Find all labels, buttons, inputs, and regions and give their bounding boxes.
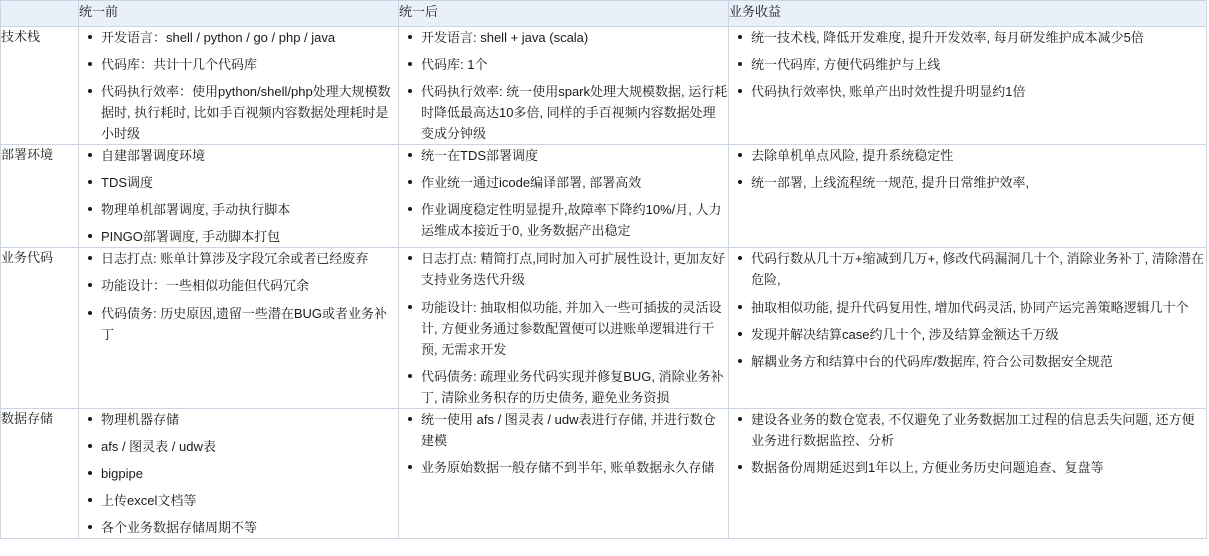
list-item: 开发语言：shell / python / go / php / java xyxy=(79,27,398,48)
list-item: 物理单机部署调度, 手动执行脚本 xyxy=(79,199,398,220)
bullet-list xyxy=(399,409,728,478)
list-item: 统一代码库, 方便代码维护与上线 xyxy=(729,54,1206,75)
list-item: 代码执行效率快, 账单产出时效性提升明显约1倍 xyxy=(729,81,1206,102)
list-item: 代码债务: 疏理业务代码实现并修复BUG, 消除业务补丁, 清除业务积存的历史债务, 避免业务资损 xyxy=(399,366,728,408)
list-item: 代码执行效率：使用python/shell/php处理大规模数据时, 执行耗时, 比如手百视频内容数据处理耗时是小时级 xyxy=(79,81,398,144)
bullet-list xyxy=(729,409,1206,478)
table-header xyxy=(1,1,1207,27)
list-item: 业务原始数据一般存储不到半年, 账单数据永久存储 xyxy=(399,457,728,478)
list-item: 发现并解决结算case约几十个, 涉及结算金额达千万级 xyxy=(729,324,1206,345)
list-item: 统一部署, 上线流程统一规范, 提升日常维护效率, xyxy=(729,172,1206,193)
bullet-list xyxy=(399,27,728,144)
list-item: 抽取相似功能, 提升代码复用性, 增加代码灵活, 协同产运完善策略逻辑几十个 xyxy=(729,297,1206,318)
cell-data-storage-after xyxy=(399,408,729,538)
table-row xyxy=(1,145,1207,248)
column-header-before: 统一前 xyxy=(79,1,399,27)
list-item: 物理机器存储 xyxy=(79,409,398,430)
cell-deploy-env-benefit xyxy=(729,145,1207,248)
list-item: bigpipe xyxy=(79,463,398,484)
list-item: 日志打点: 精简打点,同时加入可扩展性设计, 更加友好支持业务迭代升级 xyxy=(399,248,728,290)
cell-data-storage-before xyxy=(79,408,399,538)
bullet-list xyxy=(79,248,398,344)
cell-deploy-env-before xyxy=(79,145,399,248)
list-item: PINGO部署调度, 手动脚本打包 xyxy=(79,226,398,247)
column-header-after: 统一后 xyxy=(399,1,729,27)
list-item: 代码债务: 历史原因,遗留一些潜在BUG或者业务补丁 xyxy=(79,303,398,345)
row-label-deploy-env: 部署环境 xyxy=(1,145,79,248)
list-item: 代码库: 1个 xyxy=(399,54,728,75)
row-label-tech-stack: 技术栈 xyxy=(1,27,79,145)
column-header-benefit: 业务收益 xyxy=(729,1,1207,27)
bullet-list xyxy=(729,248,1206,371)
list-item: 去除单机单点风险, 提升系统稳定性 xyxy=(729,145,1206,166)
row-label-business-code: 业务代码 xyxy=(1,248,79,408)
table-row xyxy=(1,27,1207,145)
table-row xyxy=(1,248,1207,408)
list-item: 日志打点: 账单计算涉及字段冗余或者已经废弃 xyxy=(79,248,398,269)
list-item: 自建部署调度环境 xyxy=(79,145,398,166)
list-item: TDS调度 xyxy=(79,172,398,193)
list-item: 代码库：共计十几个代码库 xyxy=(79,54,398,75)
list-item: 数据备份周期延迟到1年以上, 方便业务历史问题追查、复盘等 xyxy=(729,457,1206,478)
list-item: 统一在TDS部署调度 xyxy=(399,145,728,166)
list-item: 作业调度稳定性明显提升,故障率下降约10%/月, 人力运维成本接近于0, 业务数据产出稳定 xyxy=(399,199,728,241)
bullet-list xyxy=(79,27,398,144)
list-item: afs / 图灵表 / udw表 xyxy=(79,436,398,457)
column-header-corner xyxy=(1,1,79,27)
list-item: 统一使用 afs / 图灵表 / udw表进行存储, 并进行数仓建模 xyxy=(399,409,728,451)
bullet-list xyxy=(79,409,398,538)
list-item: 作业统一通过icode编译部署, 部署高效 xyxy=(399,172,728,193)
bullet-list xyxy=(729,145,1206,193)
cell-business-code-benefit xyxy=(729,248,1207,408)
cell-business-code-after xyxy=(399,248,729,408)
list-item: 上传excel文档等 xyxy=(79,490,398,511)
cell-tech-stack-after xyxy=(399,27,729,145)
row-label-data-storage: 数据存储 xyxy=(1,408,79,538)
list-item: 开发语言: shell + java (scala) xyxy=(399,27,728,48)
list-item: 代码行数从几十万+缩减到几万+, 修改代码漏洞几十个, 消除业务补丁, 清除潜在危险, xyxy=(729,248,1206,290)
cell-tech-stack-benefit xyxy=(729,27,1207,145)
cell-data-storage-benefit xyxy=(729,408,1207,538)
table-row xyxy=(1,408,1207,538)
table-body xyxy=(1,27,1207,539)
list-item: 统一技术栈, 降低开发难度, 提升开发效率, 每月研发维护成本减少5倍 xyxy=(729,27,1206,48)
list-item: 功能设计: 抽取相似功能, 并加入一些可插拔的灵活设计, 方便业务通过参数配置便可以进账单逻辑进行干预, 无需求开发 xyxy=(399,297,728,360)
list-item: 各个业务数据存储周期不等 xyxy=(79,517,398,538)
list-item: 建设各业务的数仓宽表, 不仅避免了业务数据加工过程的信息丢失问题, 还方便业务进行数据监控、分析 xyxy=(729,409,1206,451)
list-item: 代码执行效率: 统一使用spark处理大规模数据, 运行耗时降低最高达10多倍, 同样的手百视频内容数据处理变成分钟级 xyxy=(399,81,728,144)
cell-deploy-env-after xyxy=(399,145,729,248)
list-item: 功能设计：一些相似功能但代码冗余 xyxy=(79,275,398,296)
bullet-list xyxy=(729,27,1206,102)
header-row xyxy=(1,1,1207,27)
list-item: 解耦业务方和结算中台的代码库/数据库, 符合公司数据安全规范 xyxy=(729,351,1206,372)
cell-tech-stack-before xyxy=(79,27,399,145)
cell-business-code-before xyxy=(79,248,399,408)
bullet-list xyxy=(399,248,728,407)
bullet-list xyxy=(399,145,728,241)
bullet-list xyxy=(79,145,398,247)
